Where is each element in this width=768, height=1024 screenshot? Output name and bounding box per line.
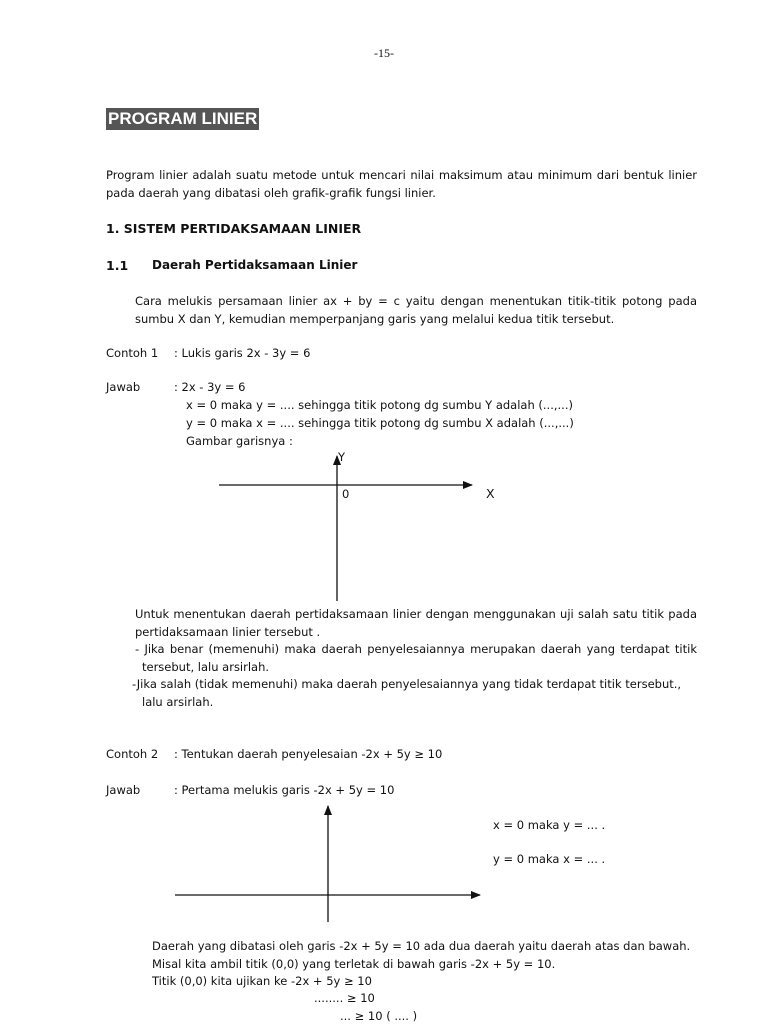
example-2-text: : Tentukan daerah penyelesaian -2x + 5y ≥ 10 [174,747,443,761]
example-2-label: Contoh 2 [106,747,159,761]
method-line: Cara melukis persamaan linier ax + by = c yaitu dengan menentukan titik-titik potong pada [135,294,697,308]
closing-line: ... ≥ 10 ( .... ) [340,1009,418,1023]
closing-line: Misal kita ambil titik (0,0) yang terletak di bawah garis -2x + 5y = 10. [152,957,556,971]
subsection-number: 1.1 [106,258,129,273]
test-point-line: - Jika benar (memenuhi) maka daerah penyelesaiannya merupakan daerah yang terdapat titik [135,642,697,656]
answer-2-text: : Pertama melukis garis -2x + 5y = 10 [174,783,395,797]
section-heading: 1. SISTEM PERTIDAKSAMAAN LINIER [106,221,362,236]
graph-1-origin-label: 0 [342,487,350,501]
intro-line: pada daerah yang dibatasi oleh grafik-grafik fungsi linier. [106,186,436,200]
test-point-line: pertidaksamaan linier tersebut . [135,624,321,639]
graph-1-y-label: Y [338,450,346,464]
closing-line: Titik (0,0) kita ujikan ke -2x + 5y ≥ 10 [152,974,372,988]
answer-1-step: Gambar garisnya : [186,434,293,448]
answer-1-label: Jawab [106,380,141,394]
test-point-line: lalu arsirlah. [142,694,214,709]
page-title: PROGRAM LINIER [108,109,258,128]
graph-2-note: y = 0 maka x = ... . [493,852,606,866]
closing-line: Daerah yang dibatasi oleh garis -2x + 5y = 10 ada dua daerah yaitu daerah atas dan bawah. [152,939,691,953]
graph-1-x-label: X [486,486,495,501]
answer-1-equation: : 2x - 3y = 6 [174,380,246,394]
test-point-line: -Jika salah (tidak memenuhi) maka daerah penyelesaiannya yang tidak terdapat titik tersebut., [132,677,682,691]
page-number: -15- [374,46,394,60]
method-line: sumbu X dan Y, kemudian memperpanjang garis yang melalui kedua titik tersebut. [135,312,615,326]
answer-1-step: x = 0 maka y = .... sehingga titik potong dg sumbu Y adalah (...,...) [186,398,573,412]
test-point-line: tersebut, lalu arsirlah. [142,659,270,674]
graph-2-note: x = 0 maka y = ... . [493,818,606,832]
test-point-paragraph [132,606,697,711]
closing-line: ........ ≥ 10 [314,991,375,1005]
answer-2-label: Jawab [106,783,141,797]
subsection-title: Daerah Pertidaksamaan Linier [152,258,358,272]
test-point-line: Untuk menentukan daerah pertidaksamaan linier dengan menggunakan uji salah satu titik pada [135,607,697,621]
example-1-label: Contoh 1 [106,346,159,360]
example-1-text: : Lukis garis 2x - 3y = 6 [174,346,311,360]
answer-1-step: y = 0 maka x = .... sehingga titik potong dg sumbu X adalah (...,...) [186,416,574,430]
intro-line: Program linier adalah suatu metode untuk mencari nilai maksimum atau minimum dari bentuk linier [106,168,697,182]
